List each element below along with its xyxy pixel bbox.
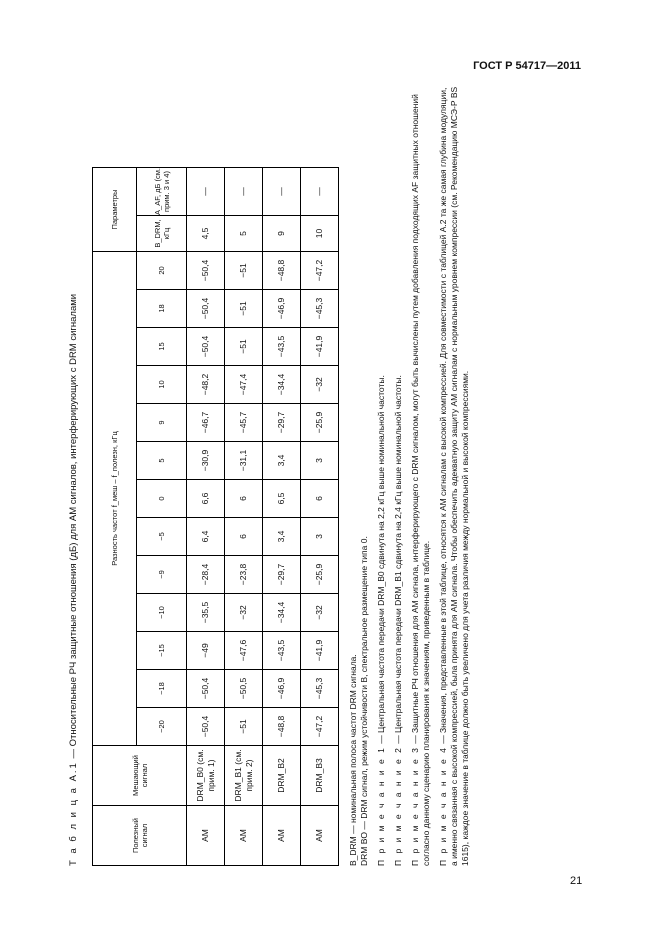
freq-col: 15 [137,328,187,366]
cell-value: −50,4 [187,328,225,366]
freq-col: −10 [137,594,187,632]
cell-value: −34,4 [263,594,301,632]
cell-value: −28,4 [187,556,225,594]
cell-value: −45,3 [301,670,339,708]
freq-col: −20 [137,708,187,746]
freq-col: −9 [137,556,187,594]
cell-value: −41,9 [301,632,339,670]
table-row [187,168,225,866]
cell-value: −51 [225,328,263,366]
cell-value: −47,2 [301,252,339,290]
cell-value: −46,9 [263,670,301,708]
cell-value: −47,2 [301,708,339,746]
cell-value: 3,4 [263,518,301,556]
cell-value: −34,4 [263,366,301,404]
freq-col: −5 [137,518,187,556]
note-4 [438,86,471,866]
cell-value: −32 [301,366,339,404]
cell-value: −41,9 [301,328,339,366]
freq-col: 10 [137,366,187,404]
cell-value: −25,9 [301,404,339,442]
freq-col: 9 [137,404,187,442]
cell-value: −25,9 [301,556,339,594]
cell-value: 6,5 [263,480,301,518]
caption-lead: Т а б л и ц а А.1 [68,761,79,866]
cell-interfering: DRM_B0 (см. прим. 1) [187,746,225,806]
header-params-group: Параметры [93,168,137,252]
table-row [301,168,339,866]
freq-col: −15 [137,632,187,670]
cell-bdrm: 5 [225,216,263,252]
cell-value: −47,6 [225,632,263,670]
freq-col: 5 [137,442,187,480]
cell-interfering: DRM_B1 (см. прим. 2) [225,746,263,806]
cell-wanted: АМ [225,806,263,866]
freq-col: 18 [137,290,187,328]
param-col-bdrm: B_DRM, кГц [137,216,187,252]
note-label: П р и м е ч а н и е 1 [376,746,386,866]
cell-value: −29,7 [263,556,301,594]
cell-value: −51 [225,252,263,290]
cell-value: −48,2 [187,366,225,404]
rotated-content [68,86,588,866]
cell-value: −30,9 [187,442,225,480]
note-1 [376,86,387,866]
cell-value: −45,7 [225,404,263,442]
note-text: — Центральная частота передачи DRM_B0 сдвинута на 2,2 кГц выше номинальной частоты. [376,375,386,747]
cell-value: −31,1 [225,442,263,480]
page-number: 21 [570,875,583,887]
cell-wanted: АМ [263,806,301,866]
cell-value: −46,7 [187,404,225,442]
cell-aaf: — [187,168,225,216]
cell-bdrm: 4,5 [187,216,225,252]
cell-value: −50,4 [187,670,225,708]
cell-value: −32 [301,594,339,632]
definition-drm-bo: DRM BO — DRM сигнал, режим устойчивости B, спектральное размещение типа 0. [359,536,369,866]
cell-value: −51 [225,708,263,746]
note-label: П р и м е ч а н и е 2 [393,746,403,866]
cell-value: 3 [301,442,339,480]
table-row [263,168,301,866]
cell-value: −50,5 [225,670,263,708]
protection-ratio-table [92,167,339,866]
header-wanted: Полезный сигнал [93,806,187,866]
cell-value: 6,4 [187,518,225,556]
note-label: П р и м е ч а н и е 4 [438,746,448,866]
note-2 [393,86,404,866]
cell-value: −51 [225,290,263,328]
note-text: — Значения, представленные в этой таблице, относятся к АМ сигналам с высокой компрессией. Для совместимости с таблицей А.2 та же самая глубина модуляции, а именно связанная с высокой компрессией, была принята для АМ сигнала. Чтобы обеспечить адекватную защиту АМ сигналам с нормальным уровнем компрессии (см. Рекомендацию МСЭ-Р BS 1615), каждое значение в таблице должно быть увеличено для учета различия между нормальной и высокой компрессиями. [438,86,470,866]
cell-value: −23,8 [225,556,263,594]
cell-aaf: — [301,168,339,216]
cell-value: −50,4 [187,252,225,290]
table-row [225,168,263,866]
cell-value: −48,8 [263,252,301,290]
param-col-aaf: A_AF, дБ (см. прим. 3 и 4) [137,168,187,216]
note-text: — Центральная частота передачи DRM_B1 сдвинута на 2,4 кГц выше номинальной частоты. [393,375,403,747]
cell-value: 3 [301,518,339,556]
cell-interfering: DRM_B2 [263,746,301,806]
freq-col: −18 [137,670,187,708]
cell-value: −46,9 [263,290,301,328]
freq-col: 0 [137,480,187,518]
header-interfering: Мешающий сигнал [93,746,187,806]
cell-aaf: — [263,168,301,216]
cell-value: −45,3 [301,290,339,328]
cell-value: −32 [225,594,263,632]
table-notes [348,86,477,866]
cell-value: 6,6 [187,480,225,518]
note-text: — Защитные РЧ отношения для АМ сигнала, интерферирующего с DRM сигналом, могут быть вычислены путем добавления подходящих AF защитных отношений согласно данному сценарию планирования к значениям, приведенным в таблице. [410,94,431,866]
standard-number: ГОСТ Р 54717—2011 [473,60,581,72]
cell-value: −48,8 [263,708,301,746]
cell-aaf: — [225,168,263,216]
cell-value: 3,4 [263,442,301,480]
caption-text: — Относительные РЧ защитные отношения (дБ) для АМ сигналов, интерферирующих с DRM сигналами [68,293,79,762]
cell-value: −49 [187,632,225,670]
cell-interfering: DRM_B3 [301,746,339,806]
definition-bdrm: B_DRM — номинальная полоса частот DRM сигнала. [348,654,358,866]
header-freq-group: Разность частот f_меш – f_полезн, кГц [93,252,137,746]
cell-value: −43,5 [263,632,301,670]
cell-value: 6 [225,480,263,518]
cell-value: −35,5 [187,594,225,632]
cell-value: −29,7 [263,404,301,442]
cell-value: −43,5 [263,328,301,366]
freq-col: 20 [137,252,187,290]
note-3 [410,86,432,866]
cell-value: −47,4 [225,366,263,404]
cell-value: 6 [225,518,263,556]
cell-wanted: АМ [301,806,339,866]
cell-bdrm: 10 [301,216,339,252]
cell-value: −50,4 [187,708,225,746]
cell-value: 6 [301,480,339,518]
table-caption [68,294,79,866]
cell-wanted: АМ [187,806,225,866]
cell-value: −50,4 [187,290,225,328]
note-label: П р и м е ч а н и е 3 [410,746,420,866]
cell-bdrm: 9 [263,216,301,252]
